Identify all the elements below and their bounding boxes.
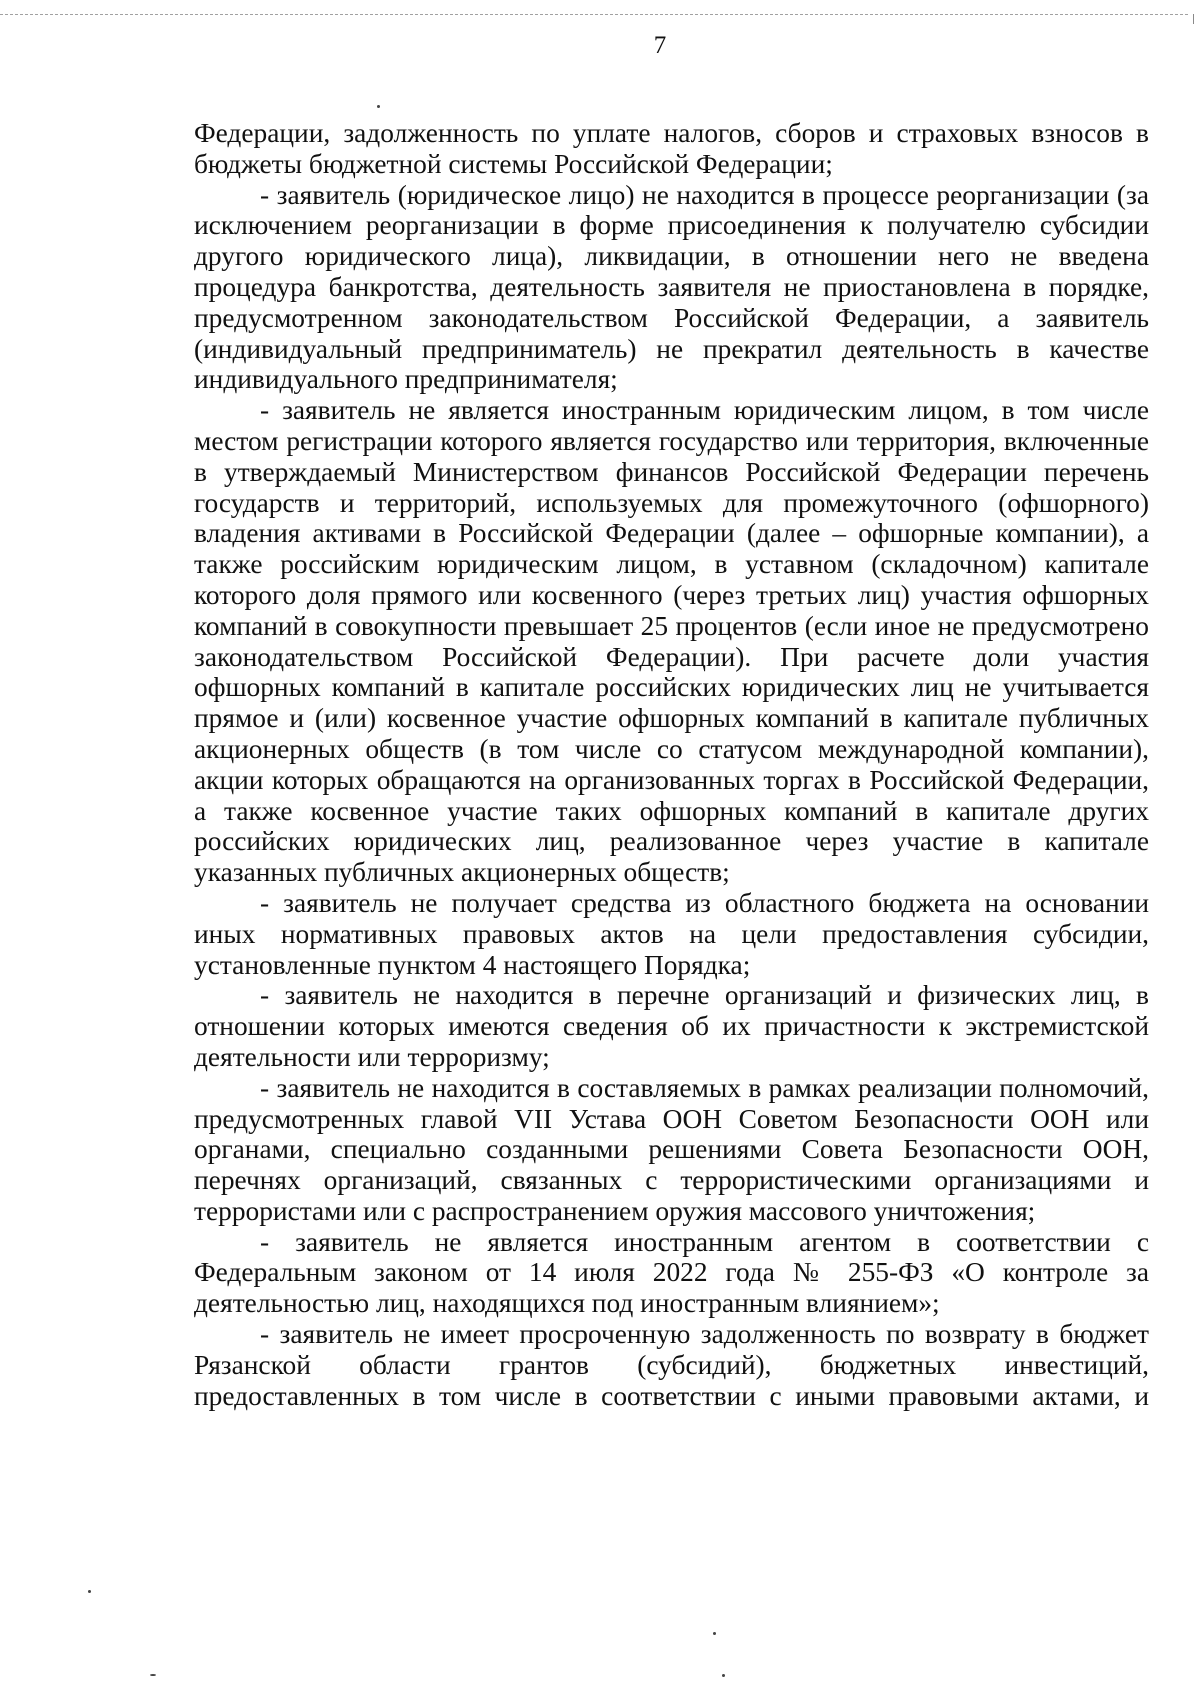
scan-border-line <box>0 14 1188 15</box>
paragraph-extremism: - заявитель не находится в перечне организаций и физических лиц, в отношении которых имеются сведения об их причастности к экстремистской деятельности или терроризму; <box>194 980 1149 1072</box>
scan-speck <box>88 1590 91 1593</box>
paragraph-regional-budget: - заявитель не получает средства из областного бюджета на основании иных нормативных правовых актов на цели предоставления субсидии, установленные пунктом 4 настоящего Порядка; <box>194 887 1149 980</box>
paragraph-overdue-debt: - заявитель не имеет просроченную задолженность по возврату в бюджет Рязанской области грантов (субсидий), бюджетных инвестиций, предоставленных в том числе в соответствии с иными правовыми актами, и <box>194 1319 1149 1411</box>
scan-border-corner <box>1193 14 1194 24</box>
paragraph-offshore: - заявитель не является иностранным юридическим лицом, в том числе местом регистрации которого является государство или территория, включенные в утверждаемый Министерством финансов Российской Федерации перечень государств и территорий, используемых для промежуточного (офшорного) владения активами в Российской Федерации (далее – офшорные компании), а также российским юридическим лицом, в уставном (складочном) капитале которого доля прямого или косвенного (через третьих лиц) участия офшорных компаний в совокупности превышает 25 процентов (если иное не предусмотрено законодательством Российской Федерации). При расчете доли участия офшорных компаний в капитале российских юридических лиц не учитывается прямое и (или) косвенное участие офшорных компаний в капитале публичных акционерных обществ (в том числе со статусом международной компании), акции которых обращаются на организованных торгах в Российской Федерации, а также косвенное участие таких офшорных компаний в капитале других российских юридических лиц, реализованное через участие в капитале указанных публичных акционерных обществ; <box>194 395 1149 888</box>
scan-speck <box>377 105 380 108</box>
paragraph-continuation: Федерации, задолженность по уплате налогов, сборов и страховых взносов в бюджеты бюджетной системы Российской Федерации; <box>194 118 1149 179</box>
scan-speck <box>150 1674 156 1676</box>
paragraph-reorganization: - заявитель (юридическое лицо) не находится в процессе реорганизации (за исключением реорганизации в форме присоединения к получателю субсидии другого юридического лица), ликвидации, в отношении него не введена процедура банкротства, деятельность заявителя не приостановлена в порядке, предусмотренном законодательством Российской Федерации, а заявитель (индивидуальный предприниматель) не прекратил деятельность в качестве индивидуального предпринимателя; <box>194 179 1149 395</box>
paragraph-foreign-agent: - заявитель не является иностранным агентом в соответствии с Федеральным законом от 14 июля 2022 года № 255-ФЗ «О контроле за деятельностью лиц, находящихся под иностранным влиянием»; <box>194 1226 1149 1319</box>
paragraph-un-sanctions: - заявитель не находится в составляемых в рамках реализации полномочий, предусмотренных главой VII Устава ООН Советом Безопасности ООН или органами, специально созданными решениями Совета Безопасности ООН, перечнях организаций, связанных с террористическими организациями и террористами или с распространением оружия массового уничтожения; <box>194 1072 1149 1226</box>
scan-speck <box>713 1632 716 1635</box>
document-body <box>194 118 1149 1411</box>
scan-speck <box>722 1674 725 1677</box>
page-number: 7 <box>653 32 667 59</box>
